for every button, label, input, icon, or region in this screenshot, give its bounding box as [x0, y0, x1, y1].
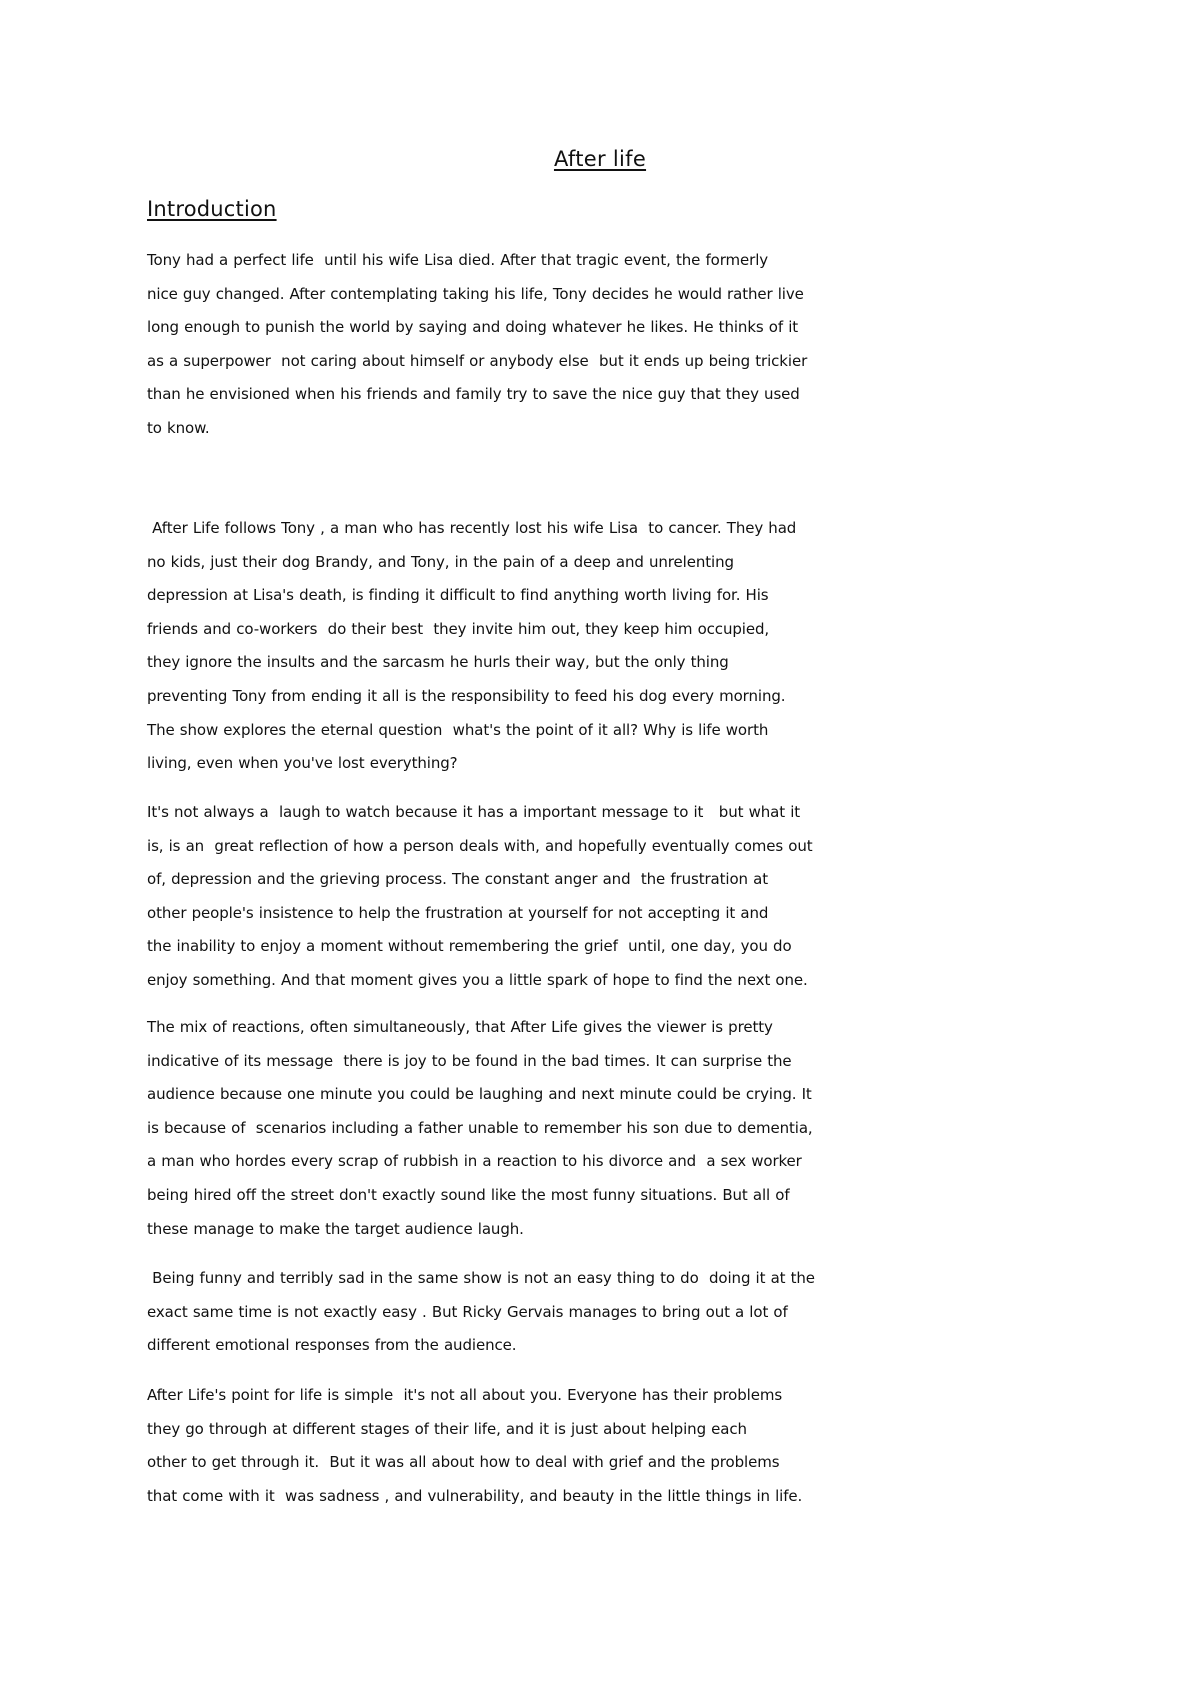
text-line: preventing Tony from ending it all is the responsibility to feed his dog every morning. — [147, 686, 786, 705]
text-line: than he envisioned when his friends and family try to save the nice guy that they used — [147, 385, 800, 404]
paragraph-6 — [147, 1379, 1077, 1513]
text-line: Being funny and terribly sad in the same show is not an easy thing to do doing it at the — [147, 1269, 815, 1287]
text-line: a man who hordes every scrap of rubbish in a reaction to his divorce and a sex worker — [147, 1152, 802, 1171]
text-line: nice guy changed. After contemplating taking his life, Tony decides he would rather live — [147, 284, 804, 303]
text-line: enjoy something. And that moment gives you a little spark of hope to find the next one. — [147, 970, 808, 989]
text-line: they ignore the insults and the sarcasm he hurls their way, but the only thing — [147, 653, 729, 672]
text-line: other people's insistence to help the frustration at yourself for not accepting it and — [147, 903, 769, 922]
text-line: these manage to make the target audience laugh. — [147, 1219, 524, 1238]
document-title: After life — [553, 147, 647, 171]
paragraph-4 — [147, 1011, 1077, 1246]
paragraph-1 — [147, 244, 1077, 446]
text-line: as a superpower not caring about himself or anybody else but it ends up being trickier — [147, 351, 808, 370]
text-line: exact same time is not exactly easy . But Ricky Gervais manages to bring out a lot of — [147, 1302, 788, 1321]
text-line: the inability to enjoy a moment without remembering the grief until, one day, you do — [147, 937, 792, 956]
text-line: audience because one minute you could be laughing and next minute could be crying. It — [147, 1085, 812, 1104]
paragraph-3 — [147, 796, 1077, 998]
text-line: Tony had a perfect life until his wife Lisa died. After that tragic event, the formerly — [147, 251, 769, 269]
text-line: It's not always a laugh to watch because it has a important message to it but what it — [147, 803, 801, 821]
text-line: is, is an great reflection of how a person deals with, and hopefully eventually comes out — [147, 836, 813, 855]
text-line: being hired off the street don't exactly sound like the most funny situations. But all of — [147, 1185, 790, 1204]
section-heading-introduction: Introduction — [147, 197, 277, 221]
text-line: different emotional responses from the audience. — [147, 1336, 517, 1355]
text-line: friends and co-workers do their best they invite him out, they keep him occupied, — [147, 619, 770, 638]
text-line: living, even when you've lost everything? — [147, 754, 458, 773]
paragraph-5 — [147, 1262, 1077, 1363]
text-line: that come with it was sadness , and vulnerability, and beauty in the little things in life. — [147, 1486, 803, 1505]
paragraph-2 — [147, 512, 1077, 781]
text-line: After Life follows Tony , a man who has recently lost his wife Lisa to cancer. They had — [147, 519, 797, 537]
text-line: is because of scenarios including a father unable to remember his son due to dementia, — [147, 1118, 813, 1137]
text-line: The show explores the eternal question what's the point of it all? Why is life worth — [147, 720, 769, 739]
text-line: After Life's point for life is simple it's not all about you. Everyone has their problems — [147, 1386, 783, 1404]
text-line: to know. — [147, 418, 210, 437]
text-line: no kids, just their dog Brandy, and Tony, in the pain of a deep and unrelenting — [147, 552, 734, 571]
text-line: depression at Lisa's death, is finding it difficult to find anything worth living for. His — [147, 586, 769, 605]
text-line: they go through at different stages of their life, and it is just about helping each — [147, 1419, 747, 1438]
text-line: other to get through it. But it was all about how to deal with grief and the problems — [147, 1453, 780, 1472]
text-line: of, depression and the grieving process. The constant anger and the frustration at — [147, 870, 769, 889]
text-line: The mix of reactions, often simultaneously, that After Life gives the viewer is pretty — [147, 1018, 773, 1036]
text-line: indicative of its message there is joy to be found in the bad times. It can surprise the — [147, 1051, 792, 1070]
text-line: long enough to punish the world by saying and doing whatever he likes. He thinks of it — [147, 318, 799, 337]
